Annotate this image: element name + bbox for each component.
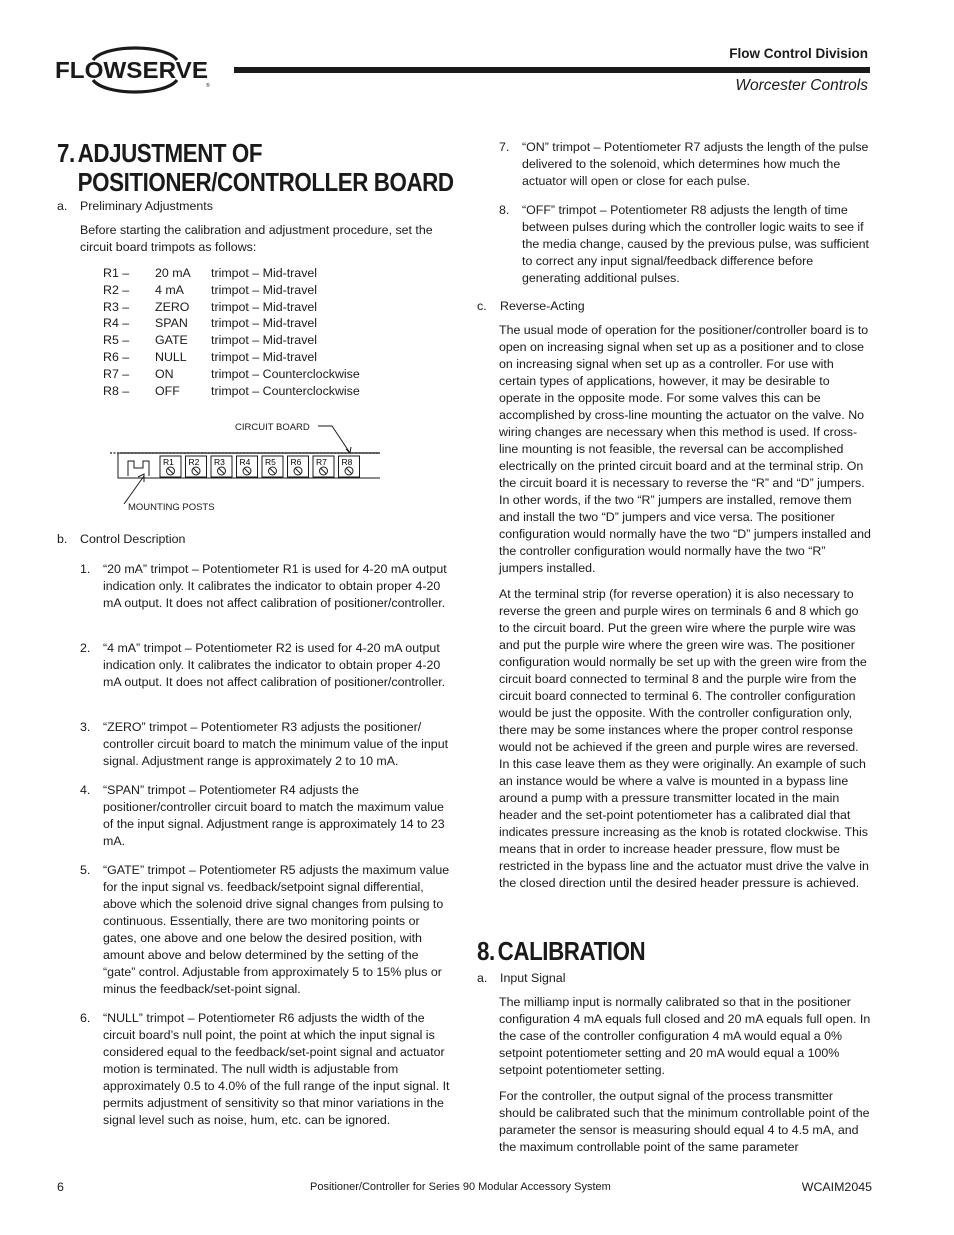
control-description-item: “ZERO” trimpot – Potentiometer R3 adjusts the positioner/ controller circuit board to match the minimum value of the input signal. Adjustment range is approximately 2 to 10 mA. [103, 720, 449, 768]
item-number: 7. [499, 140, 510, 154]
trimpot-row [103, 282, 360, 299]
trimpot-name: ZERO [155, 299, 190, 314]
trimpot-name: 20 mA [155, 266, 191, 280]
control-description-item: “GATE” trimpot – Potentiometer R5 adjusts the maximum value for the input signal vs. feedback/setpoint signal differential, above which the solenoid drive signal changes from pulsing to continuous. Essentially, there are two monitoring points or gates, one above and one below the desired position, with amount above and below determined by the setting of the “gate” control. Adjustable from approximately 5 to 15% plus or minus the feedback/set-point signal. [103, 863, 450, 996]
division-name: Flow Control Division [729, 46, 868, 61]
input-signal-paragraph-2: For the controller, the output signal of the process transmitter should be calibrated such that the minimum controllable point of the parameter the sensor is measuring should equal 4 to 4.5 mA, and the maximum controllable point of the same parameter [499, 1089, 870, 1154]
input-signal-paragraph-1: The milliamp input is normally calibrated so that in the positioner configuration 4 mA equals full closed and 20 mA equals full open. In the case of the controller configuration 4 mA would equal a 0% setpoint potentiometer setting and 20 mA would equal a 100% setpoint potentiometer setting. [499, 995, 871, 1077]
trimpot-setting: trimpot – Mid-travel [211, 266, 318, 280]
trimpot-name: OFF [155, 383, 180, 398]
trimpot-setting: trimpot – Mid-travel [211, 349, 318, 364]
control-description-item: “20 mA” trimpot – Potentiometer R1 is used for 4-20 mA output indication only. It calibrates the indicator to obtain proper 4-20 mA output. It does not affect calibration of positioner/controller. [103, 562, 447, 610]
trimpot-id: R6 – [103, 349, 130, 364]
trimpot-id: R2 – [103, 282, 130, 297]
item-number: 5. [80, 863, 91, 877]
trimpot-id: R7 – [103, 366, 130, 381]
trimpot-settings-list [103, 265, 360, 399]
trimpot-r7 [313, 456, 334, 477]
trimpot-row [103, 315, 360, 332]
section-7-title: 7. ADJUSTMENT OF POSITIONER/CONTROLLER BOARD [57, 138, 454, 197]
trimpot-setting: trimpot – Mid-travel [211, 333, 318, 348]
trimpot-r3 [211, 456, 232, 477]
trimpot-row [103, 349, 360, 366]
trimpot-row [103, 332, 360, 349]
item-number: 6. [80, 1011, 91, 1025]
trimpot-row [103, 299, 360, 316]
section-8-title: 8. CALIBRATION [477, 936, 646, 966]
mounting-posts-label: MOUNTING POSTS [128, 502, 215, 513]
brand-name: Worcester Controls [735, 77, 868, 94]
trimpot-r5 [262, 456, 283, 477]
trimpot-row [103, 265, 360, 282]
trimpot-setting: trimpot – Counterclockwise [211, 366, 360, 381]
trimpot-r1 [160, 456, 181, 477]
item-number: 1. [80, 562, 91, 576]
circuit-board-diagram [110, 416, 380, 516]
trimpot-r6 [288, 456, 309, 477]
trimpot-id: R1 – [103, 266, 130, 280]
control-description-item: “OFF” trimpot – Potentiometer R8 adjusts the length of time between pulses during which the controller logic waits to see if the media change, caused by the previous pulse, was sufficient to correct any input signal/feedback difference before generating additional pulses. [522, 203, 869, 285]
item-number: 3. [80, 720, 91, 734]
trimpot-id: R8 – [103, 383, 130, 398]
trimpot-r4 [237, 456, 258, 477]
trimpot-setting: trimpot – Mid-travel [211, 299, 318, 314]
control-description-item: “NULL” trimpot – Potentiometer R6 adjusts the width of the circuit board’s null point, the point at which the input signal is considered equal to the feedback/set-point signal and actuator motion is terminated. The null width is adjustable from approximately 0.5 to 4.0% of the full range of the input signal. It permits adjustment of sensitivity so that minor variations in the signal level such as noise, hum, etc. can be ignored. [103, 1011, 450, 1127]
trimpot-r8 [339, 456, 360, 477]
item-number: 4. [80, 783, 91, 797]
trimpot-setting: trimpot – Counterclockwise [211, 383, 360, 398]
footer-title: Positioner/Controller for Series 90 Modular Accessory System [310, 1181, 611, 1193]
reverse-acting-paragraph-1: The usual mode of operation for the positioner/controller board is to open on increasing signal when set up as a positioner and to close on increasing signal when set up as a controller. For use with certain types of applications, however, it may be desirable to operate in the opposite mode. For some valves this can be accomplished by cross-line mounting the actuator on the valve. No wiring changes are necessary when this method is used. If cross-line mounting is not feasible, the reversal can be accomplished electrically on the printed circuit board and at the terminal strip. On the circuit board it is necessary to reverse the “R” and “D” jumpers. In other words, if the two “R” jumpers are installed, remove them and install the two “D” jumpers and vice versa. The positioner configuration would normally have the two “D” jumpers installed and the controller configuration would normally have the two “R” jumpers installed. [499, 323, 871, 575]
header-rule [234, 67, 870, 73]
trimpot-label: R3 [214, 457, 225, 467]
trimpot-name: ON [155, 366, 174, 381]
flowserve-logo [55, 38, 215, 100]
trimpot-name: SPAN [155, 316, 188, 331]
trimpot-row [103, 383, 360, 400]
trimpot-setting: trimpot – Mid-travel [211, 316, 318, 331]
trimpot-name: 4 mA [155, 282, 184, 297]
trimpot-label: R6 [290, 457, 302, 467]
trimpot-setting: trimpot – Mid-travel [211, 282, 318, 297]
subsection-7a-intro: Before starting the calibration and adjustment procedure, set the circuit board trimpots as follows: [80, 223, 433, 254]
item-number: 8. [499, 203, 510, 217]
trimpot-label: R7 [316, 457, 327, 467]
control-description-item: “4 mA” trimpot – Potentiometer R2 is used for 4-20 mA output indication only. It calibrates the indicator to obtain proper 4-20 mA output. It does not affect calibration of positioner/controller. [103, 641, 446, 689]
svg-text:FLOWSERVE: FLOWSERVE [55, 57, 209, 83]
trimpot-label: R1 [163, 457, 174, 467]
trimpot-row [103, 366, 360, 383]
control-description-item: “SPAN” trimpot – Potentiometer R4 adjusts the positioner/controller circuit board to match the maximum value of the input signal. Adjustment range is approximately 14 to 23 mA. [103, 783, 445, 848]
control-description-item: “ON” trimpot – Potentiometer R7 adjusts the length of the pulse delivered to the solenoid, which determines how much the actuator will open or close for each pulse. [522, 140, 869, 188]
trimpot-id: R5 – [103, 333, 130, 348]
trimpot-name: GATE [155, 333, 188, 348]
trimpot-name: NULL [155, 349, 187, 364]
document-number: WCAIM2045 [801, 1180, 872, 1194]
svg-text:®: ® [206, 83, 210, 89]
reverse-acting-paragraph-2: At the terminal strip (for reverse operation) it is also necessary to reverse the green and purple wires on terminals 6 and 8 which go to the circuit board. Put the green wire where the purple wire was and put the purple wire where the green wire was. The positioner configuration would normally be set up with the green wire from the circuit board connected to terminal 8 and the purple wire from the circuit board connected to terminal 6. The controller configuration would be just the opposite. With the controller configuration only, there may be some instances where the proper control response would not be achieved if the green and purple wires are reversed. In this case leave them as they were originally. An example of such an instance would be where a valve is mounted in a bypass line around a pump with a pressure transmitter located in the main header and the set-point potentiometer has a calibrated dial that indicates pressure increasing as the knob is rotated clockwise. This means that in order to increase header pressure, flow must be restricted in the bypass line and the actuator must drive the valve in the closed direction until the desired header pressure is achieved. [499, 587, 869, 890]
trimpot-label: R2 [188, 457, 200, 467]
trimpot-label: R5 [265, 457, 276, 467]
item-number: 2. [80, 641, 91, 655]
page-number: 6 [57, 1180, 64, 1194]
circuit-board-label: CIRCUIT BOARD [235, 422, 310, 433]
trimpot-label: R4 [239, 457, 251, 467]
trimpot-id: R4 – [103, 316, 130, 331]
trimpot-id: R3 – [103, 299, 130, 314]
trimpot-label: R8 [341, 457, 353, 467]
trimpot-r2 [186, 456, 207, 477]
